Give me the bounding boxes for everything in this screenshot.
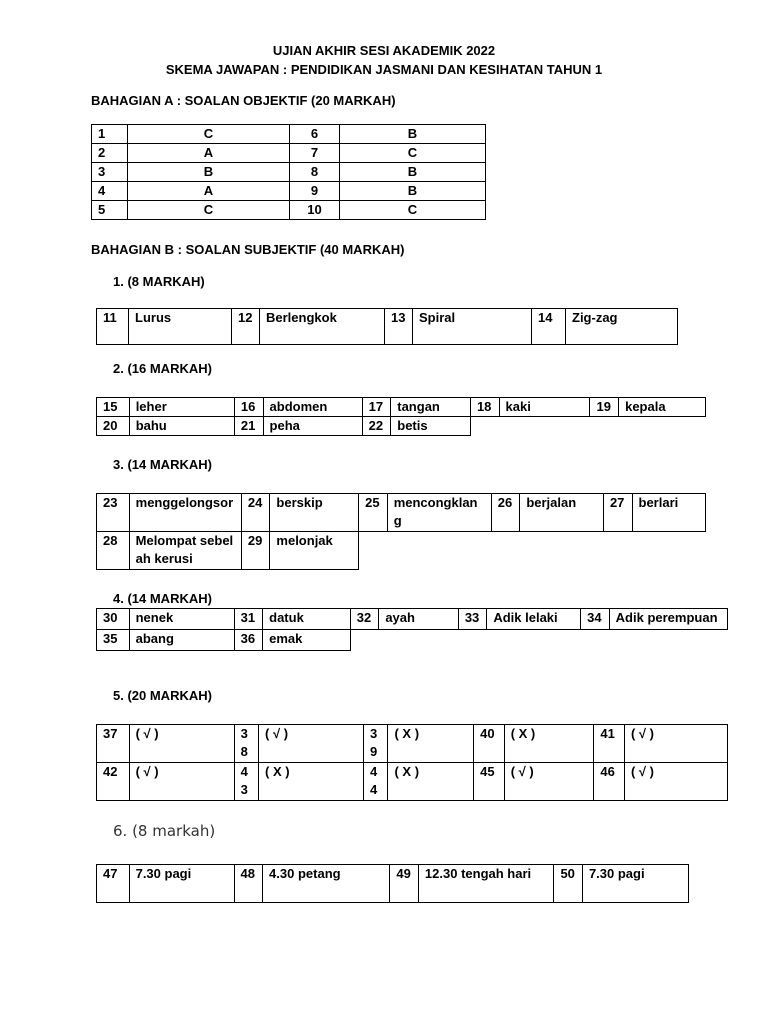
empty-cell: [387, 532, 491, 570]
answer-scheme-title: SKEMA JAWAPAN : PENDIDIKAN JASMANI DAN KESIHATAN TAHUN 1: [165, 62, 603, 77]
question-number-cell: 18: [470, 398, 499, 417]
answer-cell: leher: [129, 398, 234, 417]
answer-cell: Melompat sebelah kerusi: [129, 532, 241, 570]
answer-cell: Adik lelaki: [487, 609, 581, 630]
question-4-table: [96, 608, 728, 651]
table-row: [97, 865, 689, 903]
answer-cell: ( √ ): [129, 763, 234, 801]
question-number-cell: 30: [97, 609, 130, 630]
question-number-cell: 2: [92, 144, 128, 163]
question-number-cell: 45: [474, 763, 505, 801]
answer-cell: 7.30 pagi: [582, 865, 688, 903]
question-6-table: [96, 864, 689, 903]
empty-cell: [609, 630, 727, 651]
empty-cell: [603, 532, 632, 570]
question-number-cell: 6: [290, 125, 340, 144]
question-number-cell: 7: [290, 144, 340, 163]
question-number-cell: 9: [290, 182, 340, 201]
answer-cell: ayah: [379, 609, 459, 630]
table-row: [97, 763, 728, 801]
question-number-cell: 20: [97, 417, 130, 436]
question-number-cell: 31: [234, 609, 263, 630]
answer-cell: emak: [263, 630, 351, 651]
question-3-label: 3. (14 MARKAH): [113, 457, 212, 472]
answer-cell: abdomen: [263, 398, 362, 417]
question-number-cell: 5: [92, 201, 128, 220]
question-number-cell: 46: [594, 763, 625, 801]
question-number-cell: 23: [97, 494, 130, 532]
answer-cell: A: [128, 144, 290, 163]
question-number-cell: 21: [234, 417, 263, 436]
answer-cell: ( √ ): [624, 725, 727, 763]
question-number-cell: 14: [532, 309, 566, 345]
empty-cell: [487, 630, 581, 651]
question-number-cell: 16: [234, 398, 263, 417]
answer-cell: ( √ ): [129, 725, 234, 763]
answer-cell: B: [128, 163, 290, 182]
question-3-table: [96, 493, 706, 570]
question-number-cell: 15: [97, 398, 130, 417]
answer-cell: ( √ ): [624, 763, 727, 801]
question-number-cell: 27: [603, 494, 632, 532]
question-number-cell: 1: [92, 125, 128, 144]
answer-cell: ( X ): [259, 763, 364, 801]
table-row: [97, 609, 728, 630]
question-number-cell: 3: [92, 163, 128, 182]
question-number-cell: 49: [390, 865, 419, 903]
answer-cell: abang: [129, 630, 234, 651]
question-number-cell: 36: [234, 630, 263, 651]
question-number-cell: 19: [590, 398, 619, 417]
answer-cell: C: [340, 201, 486, 220]
table-row: [97, 398, 706, 417]
answer-cell: tangan: [391, 398, 471, 417]
question-number-cell: 26: [491, 494, 520, 532]
answer-cell: berskip: [270, 494, 359, 532]
table-row: [92, 201, 486, 220]
table-row: [97, 630, 728, 651]
question-number-cell: 42: [97, 763, 130, 801]
empty-cell: [470, 417, 499, 436]
answer-cell: berlari: [632, 494, 705, 532]
answer-cell: B: [340, 182, 486, 201]
empty-cell: [619, 417, 706, 436]
question-6-label: 6. (8 markah): [113, 822, 216, 840]
question-5-table: [96, 724, 728, 801]
question-2-label: 2. (16 MARKAH): [113, 361, 212, 376]
answer-cell: 4.30 petang: [263, 865, 390, 903]
question-5-label: 5. (20 MARKAH): [113, 688, 212, 703]
question-number-cell: 34: [581, 609, 610, 630]
answer-cell: Spiral: [413, 309, 532, 345]
empty-cell: [581, 630, 610, 651]
empty-cell: [499, 417, 590, 436]
table-row: [92, 125, 486, 144]
question-number-cell: 10: [290, 201, 340, 220]
answer-cell: B: [340, 163, 486, 182]
answer-cell: A: [128, 182, 290, 201]
table-row: [97, 494, 706, 532]
question-number-cell: 40: [474, 725, 505, 763]
question-number-cell: 13: [385, 309, 413, 345]
answer-cell: menggelongsor: [129, 494, 241, 532]
answer-cell: datuk: [263, 609, 351, 630]
table-row: [92, 163, 486, 182]
answer-cell: 12.30 tengah hari: [418, 865, 554, 903]
answer-cell: peha: [263, 417, 362, 436]
question-1-label: 1. (8 MARKAH): [113, 274, 205, 289]
answer-cell: ( √ ): [504, 763, 594, 801]
answer-cell: berjalan: [520, 494, 604, 532]
answer-cell: melonjak: [270, 532, 359, 570]
empty-cell: [379, 630, 459, 651]
section-a-answer-table: [91, 124, 486, 220]
question-number-cell: 37: [97, 725, 130, 763]
table-row: [97, 725, 728, 763]
answer-cell: betis: [391, 417, 471, 436]
answer-cell: kaki: [499, 398, 590, 417]
question-number-cell: 33: [458, 609, 487, 630]
answer-cell: mencongklang: [387, 494, 491, 532]
answer-cell: Lurus: [129, 309, 232, 345]
empty-cell: [632, 532, 705, 570]
empty-cell: [590, 417, 619, 436]
table-row: [97, 532, 706, 570]
empty-cell: [350, 630, 379, 651]
question-number-cell: 43: [234, 763, 258, 801]
question-4-label: 4. (14 MARKAH): [113, 591, 212, 606]
answer-cell: ( X ): [388, 763, 474, 801]
answer-cell: C: [128, 125, 290, 144]
question-number-cell: 4: [92, 182, 128, 201]
answer-cell: bahu: [129, 417, 234, 436]
section-b-title: BAHAGIAN B : SOALAN SUBJEKTIF (40 MARKAH): [91, 242, 405, 257]
answer-cell: Zig-zag: [566, 309, 678, 345]
answer-cell: 7.30 pagi: [129, 865, 234, 903]
question-number-cell: 17: [362, 398, 391, 417]
empty-cell: [491, 532, 520, 570]
answer-cell: kepala: [619, 398, 706, 417]
empty-cell: [520, 532, 604, 570]
question-number-cell: 35: [97, 630, 130, 651]
question-number-cell: 22: [362, 417, 391, 436]
question-2-table: [96, 397, 706, 436]
question-number-cell: 39: [364, 725, 388, 763]
answer-cell: ( √ ): [259, 725, 364, 763]
question-number-cell: 48: [234, 865, 263, 903]
question-number-cell: 24: [241, 494, 270, 532]
exam-title: UJIAN AKHIR SESI AKADEMIK 2022: [272, 43, 496, 58]
answer-cell: C: [128, 201, 290, 220]
answer-cell: Adik perempuan: [609, 609, 727, 630]
question-number-cell: 12: [232, 309, 260, 345]
empty-cell: [458, 630, 487, 651]
question-number-cell: 28: [97, 532, 130, 570]
answer-cell: B: [340, 125, 486, 144]
question-number-cell: 8: [290, 163, 340, 182]
question-number-cell: 11: [97, 309, 129, 345]
question-number-cell: 25: [359, 494, 388, 532]
question-number-cell: 29: [241, 532, 270, 570]
answer-cell: C: [340, 144, 486, 163]
answer-cell: ( X ): [388, 725, 474, 763]
section-a-title: BAHAGIAN A : SOALAN OBJEKTIF (20 MARKAH): [91, 93, 396, 108]
question-number-cell: 41: [594, 725, 625, 763]
table-row: [97, 309, 678, 345]
empty-cell: [359, 532, 388, 570]
answer-cell: Berlengkok: [260, 309, 385, 345]
table-row: [97, 417, 706, 436]
question-1-table: [96, 308, 678, 345]
table-row: [92, 182, 486, 201]
question-number-cell: 50: [554, 865, 583, 903]
question-number-cell: 44: [364, 763, 388, 801]
answer-cell: ( X ): [504, 725, 594, 763]
table-row: [92, 144, 486, 163]
question-number-cell: 32: [350, 609, 379, 630]
question-number-cell: 38: [234, 725, 258, 763]
answer-cell: nenek: [129, 609, 234, 630]
question-number-cell: 47: [97, 865, 130, 903]
